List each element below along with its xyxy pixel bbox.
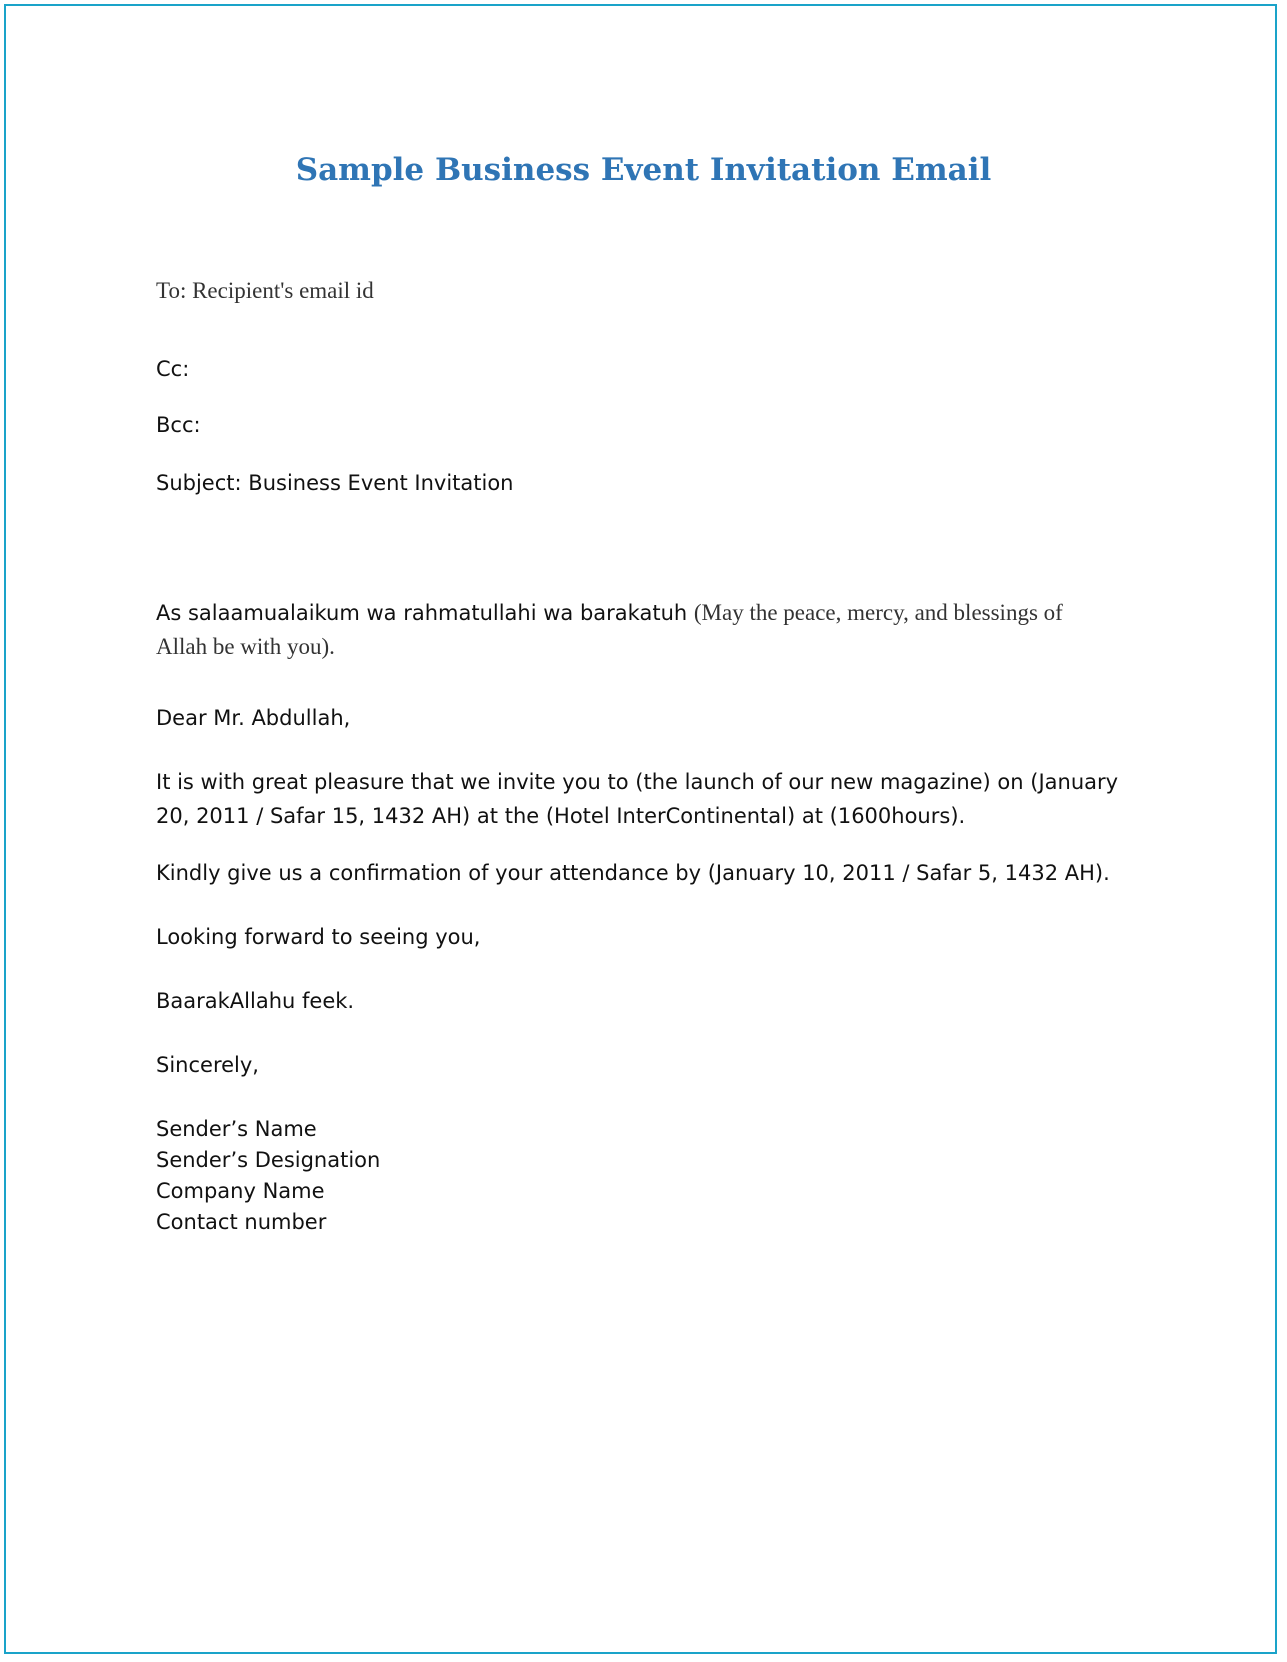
sender-designation: Sender’s Designation <box>156 1148 381 1172</box>
sender-name: Sender’s Name <box>156 1117 317 1141</box>
company-name: Company Name <box>156 1179 325 1203</box>
cc-line <box>156 354 189 384</box>
body-paragraph-1: It is with great pleasure that we invite you to (the launch of our new magazine) on (January 20, 2011 / Safar 15, 1432 AH) at the (Hotel InterContinental) at (1600hours). <box>156 770 1119 828</box>
greeting-translation-2: Allah be with you). <box>156 634 335 659</box>
bcc-label: Bcc: <box>156 413 201 437</box>
greeting-translation: (May the peace, mercy, and blessings of <box>693 600 1063 625</box>
to-label: To: <box>156 278 187 303</box>
to-value: Recipient's email id <box>192 278 374 303</box>
cc-label: Cc: <box>156 357 190 381</box>
contact-number: Contact number <box>156 1210 327 1234</box>
greeting-paragraph <box>156 596 1136 664</box>
body-paragraph-2: Kindly give us a confirmation of your attendance by (January 10, 2011 / Safar 5, 1432 AH). <box>156 861 1110 885</box>
salutation: Dear Mr. Abdullah, <box>156 706 351 730</box>
closing-line-1: Looking forward to seeing you, <box>156 925 481 949</box>
page-title: Sample Business Event Invitation Email <box>295 152 992 188</box>
signature-block <box>156 1114 380 1238</box>
subject-line <box>156 468 514 498</box>
sign-off: Sincerely, <box>156 1053 259 1077</box>
subject-label: Subject: <box>156 471 242 495</box>
closing-line-2: BaarakAllahu feek. <box>156 989 355 1013</box>
to-line <box>156 276 374 306</box>
bcc-line <box>156 410 201 440</box>
greeting-arabic: As salaamualaikum wa rahmatullahi wa barakatuh <box>156 601 688 625</box>
subject-value: Business Event Invitation <box>248 471 514 495</box>
